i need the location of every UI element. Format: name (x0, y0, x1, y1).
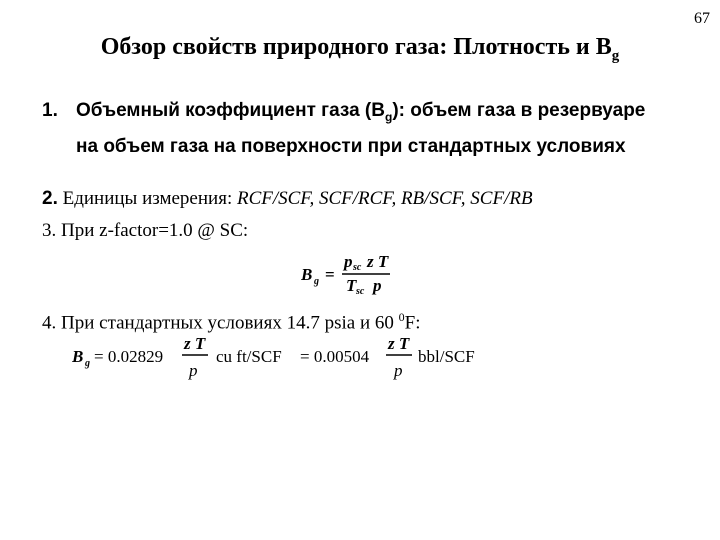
eq1-equals: = (325, 265, 335, 284)
slide-title (0, 34, 720, 65)
equation-standard-conditions (72, 336, 502, 388)
eq1-lhs-sub: g (314, 276, 319, 287)
eq2-frac2-num: z T (388, 336, 410, 353)
eq2-frac1-den: p (189, 361, 198, 380)
eq1-den-b: p (373, 276, 382, 295)
eq2-unit2: bbl/SCF (418, 347, 475, 366)
list-item-1-number: 1. (42, 100, 58, 121)
list-item-1-text-after: ): объем газа в резервуаре на объем газа на поверхности при стандартных условиях (76, 100, 646, 157)
eq2-unit1: cu ft/SCF (216, 347, 282, 366)
eq2-frac1-num: z T (184, 336, 206, 353)
eq2-coef2: = 0.00504 (300, 347, 370, 366)
eq2-lhs: B (72, 347, 84, 366)
eq1-den-a: T (346, 276, 357, 295)
page-number: 67 (694, 10, 710, 27)
list-item-4-text-after: F: (404, 312, 421, 334)
eq2-frac2-den: p (394, 361, 403, 380)
eq2-lhs-sub: g (85, 358, 90, 369)
title-subscript: g (611, 47, 620, 64)
list-item-1 (42, 96, 662, 161)
eq1-num-a: p (344, 252, 353, 271)
eq1-den-a-sub: sc (356, 286, 365, 297)
list-item-1-text-before: Объемный коэффициент газа (B (76, 100, 385, 121)
list-item-4-superscript: 0 (398, 310, 405, 324)
list-item-2 (42, 188, 533, 210)
eq1-lhs: B (301, 265, 313, 284)
list-item-1-text (76, 96, 662, 161)
title-text: Обзор свойств природного газа: Плотность и B (100, 34, 612, 60)
eq1-num-a-sub: sc (353, 262, 362, 273)
list-item-3: 3. При z-factor=1.0 @ SC: (42, 220, 249, 241)
list-item-2-units: RCF/SCF, SCF/RCF, RB/SCF, SCF/RB (236, 188, 533, 209)
list-item-2-label: Единицы измерения: (57, 188, 237, 209)
list-item-2-number: 2. (42, 188, 58, 209)
eq2-coef1: = 0.02829 (94, 347, 164, 366)
list-item-4 (42, 310, 420, 334)
equation-bg-formula (301, 250, 401, 298)
list-item-4-text-before: 4. При стандартных условиях 14.7 psia и 60 (42, 312, 399, 334)
list-item-1-subscript: g (384, 109, 393, 124)
eq1-num-b: z T (367, 252, 389, 271)
